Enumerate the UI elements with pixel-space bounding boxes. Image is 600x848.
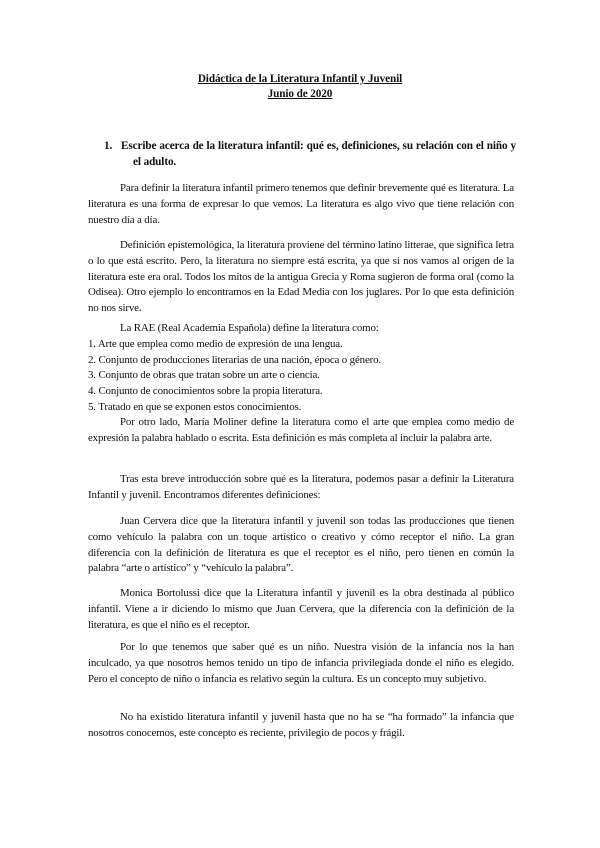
list-item: 2. Conjunto de producciones literarias de una nación, época o género. (88, 353, 381, 366)
paragraph-transition: Tras esta breve introducción sobre qué es la literatura, podemos pasar a definir la Literatura Infantil y juvenil. Encontramos diferentes definiciones: (88, 473, 514, 501)
rae-intro: La RAE (Real Academia Española) define la literatura como: (120, 322, 379, 334)
paragraph-cervera: Juan Cervera dice que la literatura infantil y juvenil son todas las producciones que tienen como vehículo la palabra con un toque artístico o creativo y cómo receptor el niño. La gran diferencia con la definición de literatura es que el receptor es el niño, pero tienen en común la palabra “arte o artístico” y “vehículo la palabra”. (88, 515, 514, 575)
list-item: 3. Conjunto de obras que tratan sobre un arte o ciencia. (88, 369, 320, 382)
question-text: Escribe acerca de la literatura infantil: qué es, definiciones, su relación con el niño y el adulto. (121, 140, 516, 168)
paragraph-moliner: Por otro lado, María Moliner define la literatura como el arte que emplea como medio de expresión la palabra hablado o escrita. Esta definición es más completa al incluir la palabra arte. (88, 416, 514, 444)
list-item: 4. Conjunto de conocimientos sobre la propia literatura. (88, 385, 323, 398)
paragraph-intro: Para definir la literatura infantil primero tenemos que definir brevemente qué es literatura. La literatura es una forma de expresar lo que vemos. La literatura es algo vivo que tiene relación con nuestro día a día. (88, 182, 514, 226)
document-date: Junio de 2020 (267, 88, 333, 100)
paragraph-bortolussi: Monica Bortolussi dice que la Literatura infantil y juvenil es la obra destinada al público infantil. Viene a ir diciendo lo mismo que Juan Cervera, que la diferencia con la definición de la literatura, es que el niño es el receptor. (88, 587, 514, 631)
paragraph-infancy: No ha existido literatura infantil y juvenil hasta que no ha se “ha formado” la infancia que nosotros conocemos, este concepto es reciente, privilegio de pocos y frágil. (88, 711, 514, 739)
document-title: Didáctica de la Literatura Infantil y Juvenil (197, 73, 403, 85)
rae-definition-list (88, 321, 514, 416)
question-number: 1. (104, 140, 113, 152)
paragraph-epistemological: Definición epistemológica, la literatura proviene del término latino litterae, que significa letra o lo que está escrito. Pero, la literatura no siempre está escrita, ya que si nos vamos al origen de la literatura este era oral. Todos los mitos de la antigua Grecia y Roma sugieron de forma oral (como la Odisea). Otro ejemplo lo encontramos en la Edad Media con los juglares. Por lo que esta definición no nos sirve. (88, 239, 514, 315)
list-item: 5. Tratado en que se exponen estos conocimientos. (88, 400, 302, 413)
question-heading (88, 139, 516, 170)
paragraph-child-concept: Por lo que tenemos que saber qué es un niño. Nuestra visión de la infancia nos la han inculcado, ya que nosotros hemos tenido un tipo de infancia privilegiada donde el niño es elegido. Pero el concepto de niño o infancia es relativo según la cultura. Es un concepto muy subjetivo. (88, 641, 514, 685)
list-item: 1. Arte que emplea como medio de expresión de una lengua. (88, 337, 343, 350)
